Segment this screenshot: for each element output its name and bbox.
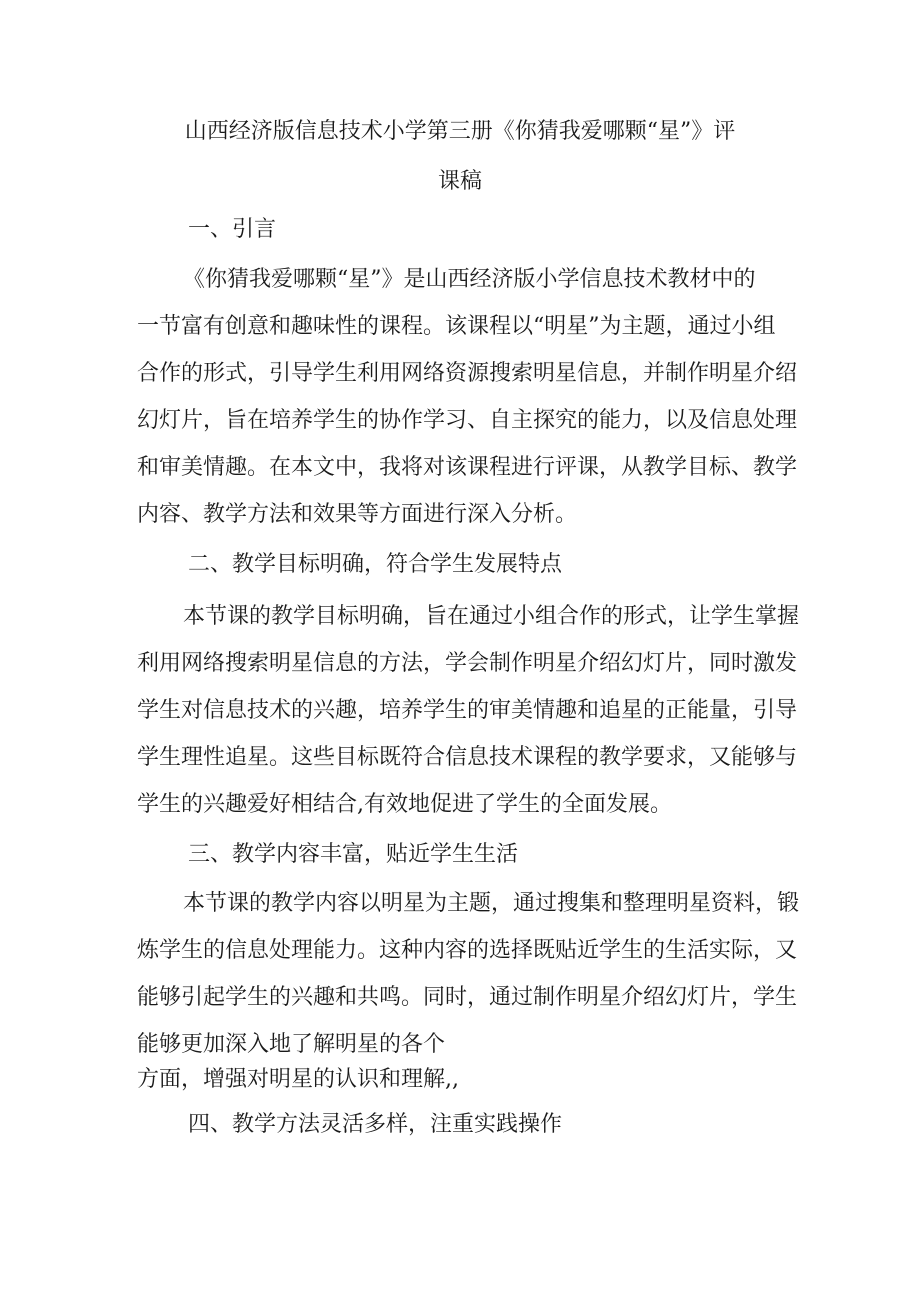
paragraph-line: 学生的兴趣爱好相结合,有效地促进了学生的全面发展。 (137, 792, 672, 817)
paragraph-line: 炼学生的信息处理能力。这种内容的选择既贴近学生的生活实际，又 (137, 938, 798, 963)
section-3-paragraph-tail: 方面，增强对明星的认识和理解,, (137, 1067, 459, 1092)
section-1-paragraph (137, 303, 798, 538)
paragraph-line: 利用网络搜索明星信息的方法，学会制作明星介绍幻灯片，同时激发 (137, 651, 798, 676)
section-3-paragraph-first-line (183, 880, 800, 927)
paragraph-line: 本节课的教学目标明确，旨在通过小组合作的形式，让学生掌握 (183, 604, 800, 629)
paragraph-line: 学生理性追星。这些目标既符合信息技术课程的教学要求，又能够与 (137, 745, 798, 770)
section-2-heading: 二、教学目标明确，符合学生发展特点 (188, 552, 563, 577)
section-3-paragraph (137, 927, 798, 1068)
paragraph-line: 学生对信息技术的兴趣，培养学生的审美情趣和追星的正能量，引导 (137, 698, 798, 723)
paragraph-line: 能够更加深入地了解明星的各个 (137, 1032, 446, 1057)
paragraph-line: 本节课的教学内容以明星为主题，通过搜集和整理明星资料，锻 (183, 891, 800, 916)
section-1-paragraph-first-line (183, 256, 787, 303)
section-4-heading: 四、教学方法灵活多样，注重实践操作 (188, 1112, 563, 1137)
section-2-paragraph (137, 640, 798, 828)
document-title-line-2: 课稿 (437, 169, 482, 194)
paragraph-line: 一节富有创意和趣味性的课程。该课程以“明星”为主题，通过小组 (137, 314, 776, 339)
paragraph-line: 《你猜我爱哪颗“星”》是山西经济版小学信息技术教材中的 (183, 267, 756, 292)
paragraph-line: 内容、教学方法和效果等方面进行深入分析。 (137, 502, 578, 527)
section-2-paragraph-first-line (183, 593, 800, 640)
paragraph-line: 和审美情趣。在本文中，我将对该课程进行评课，从教学目标、教学 (137, 455, 798, 480)
paragraph-line: 合作的形式，引导学生利用网络资源搜索明星信息，并制作明星介绍 (137, 361, 798, 386)
section-1-heading: 一、引言 (188, 217, 277, 242)
section-3-heading: 三、教学内容丰富，贴近学生生活 (188, 842, 519, 867)
paragraph-line: 能够引起学生的兴趣和共鸣。同时，通过制作明星介绍幻灯片，学生 (137, 985, 798, 1010)
paragraph-line: 幻灯片，旨在培养学生的协作学习、自主探究的能力，以及信息处理 (137, 408, 798, 433)
document-title-line-1: 山西经济版信息技术小学第三册《你猜我爱哪颗“星”》评 (184, 119, 736, 144)
